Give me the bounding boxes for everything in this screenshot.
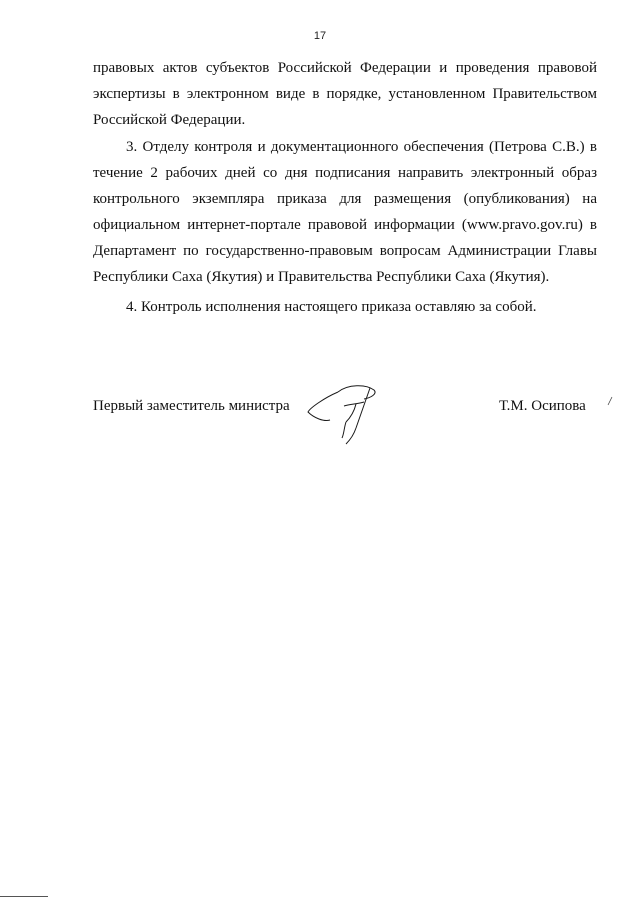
page-number: 17 bbox=[313, 30, 327, 42]
body-paragraph-item-4 bbox=[93, 294, 597, 320]
scan-edge-line bbox=[0, 896, 48, 897]
body-paragraph-item-3 bbox=[93, 134, 597, 290]
body-paragraph-continuation bbox=[93, 55, 597, 133]
signature-block bbox=[93, 392, 597, 462]
signer-name: Т.М. Осипова bbox=[499, 398, 586, 414]
paragraph-text: правовых актов субъектов Российской Федерации и проведения правовой экспертизы в электронном виде в порядке, установленном Правительством Российской Федерации. bbox=[93, 60, 597, 128]
signer-position: Первый заместитель министра bbox=[93, 398, 290, 414]
paragraph-text: 4. Контроль исполнения настоящего приказа оставляю за собой. bbox=[126, 299, 537, 315]
paragraph-text: 3. Отделу контроля и документационного обеспечения (Петрова С.В.) в течение 2 рабочих дней со дня подписания направить электронный образ контрольного экземпляра приказа для размещения (опубликования) на официальном интернет-портале правовой информации (www.pravo.gov.ru) в Департамент по государственно-правовым вопросам Администрации Главы Республики Саха (Якутия) и Правительства Республики Саха (Якутия). bbox=[93, 139, 597, 285]
stray-ink-mark bbox=[606, 396, 614, 406]
handwritten-signature bbox=[300, 378, 390, 448]
